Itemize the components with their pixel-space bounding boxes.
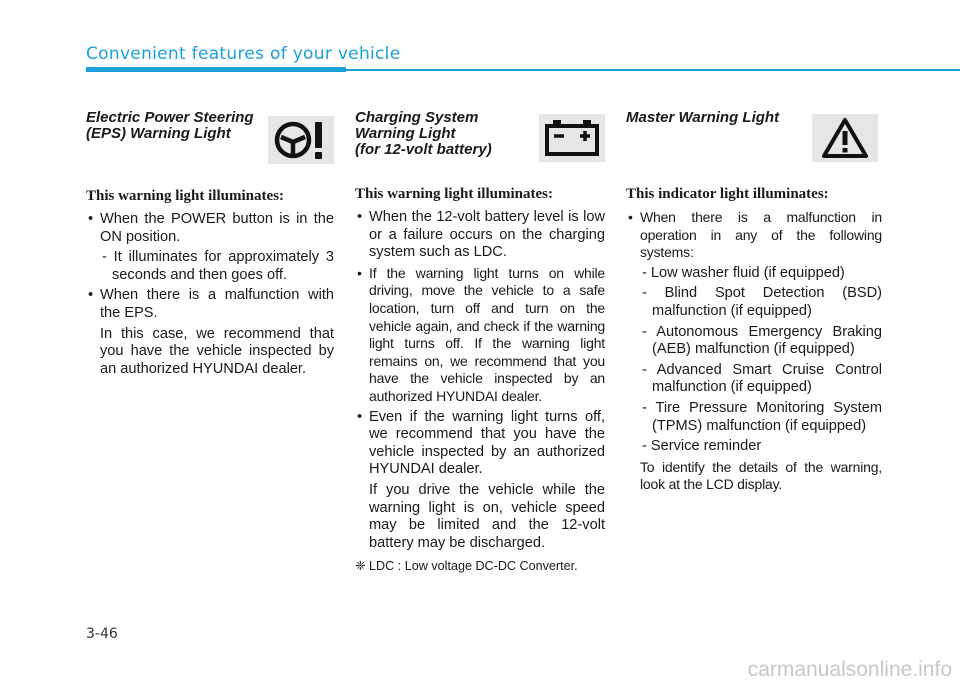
steering-warning-icon [273,118,329,162]
master-item-5: - Service reminder [642,438,762,455]
charging-note: ❈ LDC : Low voltage DC-DC Converter. [355,559,578,574]
eps-section [86,110,334,381]
charging-lead: This warning light illuminates: [355,186,553,202]
master-item-1: - Blind Spot Detection (BSD) malfunction (if equipped) [642,285,882,319]
section-header-title: Convenient features of your vehicle [86,44,401,64]
charging-bullet-3: • Even if the warning light turns off, we recommend that you have the vehicle inspected by an authorized HYUNDAI dealer. [355,409,605,479]
charging-paragraph: If you drive the vehicle while the warning light is on, vehicle speed may be limited and the 12-volt battery may be discharged. [369,481,605,551]
eps-bullet-1: • When the POWER button is in the ON position. [86,211,334,246]
watermark: carmanualsonline.info [747,658,952,681]
master-title: Master Warning Light [626,109,780,126]
master-section [626,110,882,497]
warning-triangle-icon [820,116,870,160]
eps-lead: This warning light illuminates: [86,188,284,204]
charging-section [355,110,605,576]
eps-dash-1: - It illuminates for approximately 3 seconds and then goes off. [102,249,334,283]
master-item-2: - Autonomous Emergency Braking (AEB) malfunction (if equipped) [642,323,882,358]
eps-icon-box [268,116,334,164]
master-paragraph: To identify the details of the warning, look at the LCD display. [640,458,882,493]
eps-title: Electric Power Steering (EPS) Warning Light [86,109,254,142]
header-rule [346,69,960,71]
master-lead: This indicator light illuminates: [626,186,829,202]
page-number: 3-46 [86,626,118,642]
eps-paragraph: In this case, we recommend that you have the vehicle inspected by an authorized HYUNDAI dealer. [100,325,334,377]
eps-bullet-2: • When there is a malfunction with the EPS. [86,287,334,322]
master-item-3: - Advanced Smart Cruise Control malfunction (if equipped) [642,361,882,396]
header-accent-bar [86,67,346,72]
battery-icon [543,118,601,158]
master-icon-box [812,114,878,162]
charging-bullet-2: • If the warning light turns on while driving, move the vehicle to a safe location, turn off and turn on the vehicle again, and check if the warning light turns off. If the warning light remains on, we recommend that you have the vehicle inspected by an authorized HYUNDAI dealer. [355,265,605,406]
charging-bullet-1: • When the 12-volt battery level is low or a failure occurs on the charging system such as LDC. [355,209,605,262]
charging-icon-box [539,114,605,162]
master-item-4: - Tire Pressure Monitoring System (TPMS) malfunction (if equipped) [642,399,882,434]
charging-title: Charging System Warning Light (for 12-volt battery) [355,109,492,158]
master-item-0: - Low washer fluid (if equipped) [642,264,845,281]
master-bullet-1: • When there is a malfunction in operation in any of the following systems: [626,209,882,262]
